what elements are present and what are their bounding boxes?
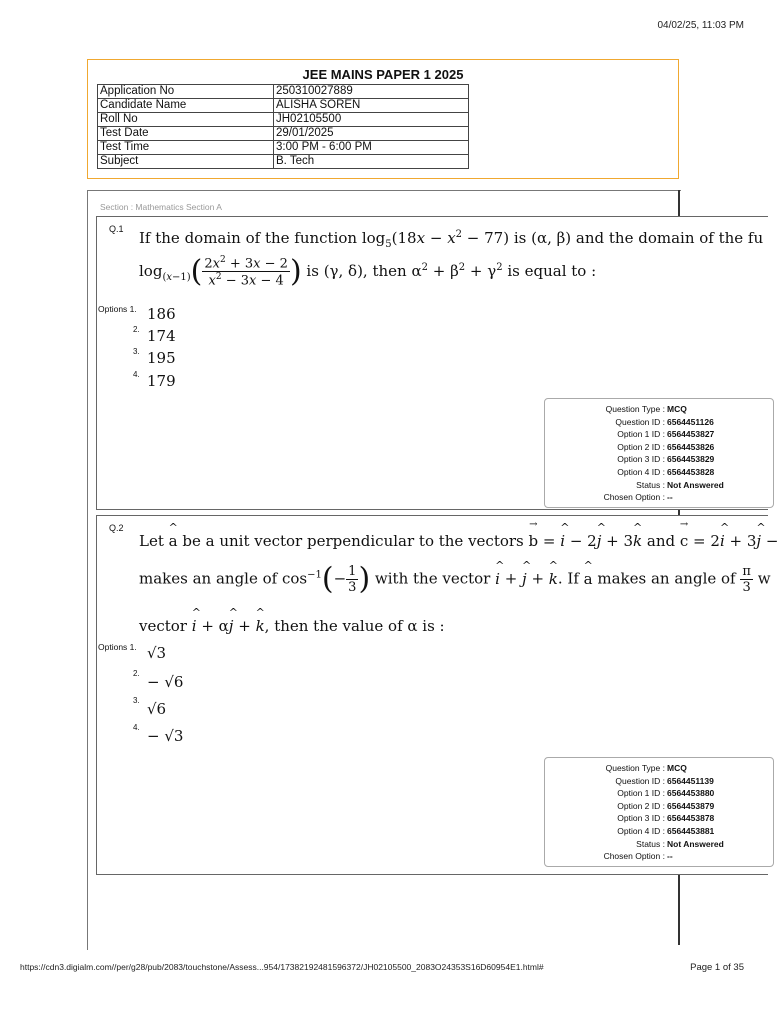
section-label: Section : Mathematics Section A bbox=[100, 202, 222, 212]
option-2[interactable]: 174 bbox=[147, 327, 176, 345]
option-4-number: 4. bbox=[133, 723, 140, 732]
options-label: Options 1. bbox=[98, 304, 137, 314]
info-row-candidate-name bbox=[98, 99, 469, 113]
question-number: Q.2 bbox=[109, 523, 124, 533]
info-label: Roll No bbox=[98, 113, 274, 127]
info-row-subject bbox=[98, 155, 469, 169]
info-value: B. Tech bbox=[274, 155, 469, 169]
option-2[interactable]: − √6 bbox=[147, 673, 184, 691]
print-url: https://cdn3.digialm.com//per/g28/pub/2083/touchstone/Assess...954/17382192481596372/JH02105500_2083O24353S16D60954E1.html# bbox=[20, 962, 544, 972]
info-value: JH02105500 bbox=[274, 113, 469, 127]
option-3-number: 3. bbox=[133, 696, 140, 705]
exam-title: JEE MAINS PAPER 1 2025 bbox=[302, 67, 464, 82]
info-label: Candidate Name bbox=[98, 99, 274, 113]
options-label: Options 1. bbox=[98, 642, 137, 652]
info-value: 250310027889 bbox=[274, 85, 469, 99]
info-value: ALISHA SOREN bbox=[274, 99, 469, 113]
option-4[interactable]: − √3 bbox=[147, 727, 184, 745]
option-3[interactable]: 195 bbox=[147, 349, 176, 367]
option-4[interactable]: 179 bbox=[147, 372, 176, 390]
question-1-text-line-1: If the domain of the function $\log_5(18x - x^2 - 77)$ is (α, β) and the domain of the fu bbox=[139, 229, 764, 250]
info-label: Subject bbox=[98, 155, 274, 169]
info-label: Test Date bbox=[98, 127, 274, 141]
option-2-number: 2. bbox=[133, 669, 140, 678]
info-row-test-time bbox=[98, 141, 469, 155]
info-value: 29/01/2025 bbox=[274, 127, 469, 141]
question-1-meta-box: Question Type : MCQ Question ID : 6564451126 Option 1 ID : 6564453827 Option 2 ID : 6564453826 Option 3 ID : 6564453829 Option 4 ID : 6564453828 Status : Not Answered Chosen Option : -- bbox=[544, 398, 774, 508]
option-1[interactable]: √3 bbox=[147, 644, 167, 662]
question-2-text-line-2: makes an angle of $\cos^{-1}(-$ $\frac{1}{3}$ ) with the vector ^ i + ^ j + ^ k. If ^ a makes an angle of $\frac{\pi}{3}$ w bbox=[139, 564, 771, 595]
info-label: Test Time bbox=[98, 141, 274, 155]
option-4-number: 4. bbox=[133, 370, 140, 379]
info-row-test-date bbox=[98, 127, 469, 141]
question-1-text-line-2: $\log_{(x-1)}$( $\frac{2x^2 + 3x - 2}{x^2 - 3x - 4}$ ) is (γ, δ), then $\alpha^2 + \beta^2 + \gamma^2$ is equal to : bbox=[139, 253, 597, 289]
option-2-number: 2. bbox=[133, 325, 140, 334]
info-row-application-no bbox=[98, 85, 469, 99]
info-row-roll-no bbox=[98, 113, 469, 127]
page-number: Page 1 of 35 bbox=[690, 962, 744, 973]
print-timestamp: 04/02/25, 11:03 PM bbox=[657, 20, 744, 31]
question-2-text-line-1: Let ^ a be a unit vector perpendicular to the vectors → b = ^ i − 2^ j + 3^ k and → c = 2^ i + 3^ j − bbox=[139, 532, 778, 550]
info-value: 3:00 PM - 6:00 PM bbox=[274, 141, 469, 155]
info-label: Application No bbox=[98, 85, 274, 99]
question-2-meta-box: Question Type : MCQ Question ID : 6564451139 Option 1 ID : 6564453880 Option 2 ID : 6564453879 Option 3 ID : 6564453878 Option 4 ID : 6564453881 Status : Not Answered Chosen Option : -- bbox=[544, 757, 774, 867]
option-3[interactable]: √6 bbox=[147, 700, 167, 718]
candidate-info-box bbox=[87, 59, 679, 179]
question-2-text-line-3: vector ^ i + α^ j + ^ k, then the value of α is : bbox=[139, 617, 445, 635]
option-3-number: 3. bbox=[133, 347, 140, 356]
candidate-info-table bbox=[97, 84, 469, 169]
question-number: Q.1 bbox=[109, 224, 124, 234]
option-1[interactable]: 186 bbox=[147, 305, 176, 323]
